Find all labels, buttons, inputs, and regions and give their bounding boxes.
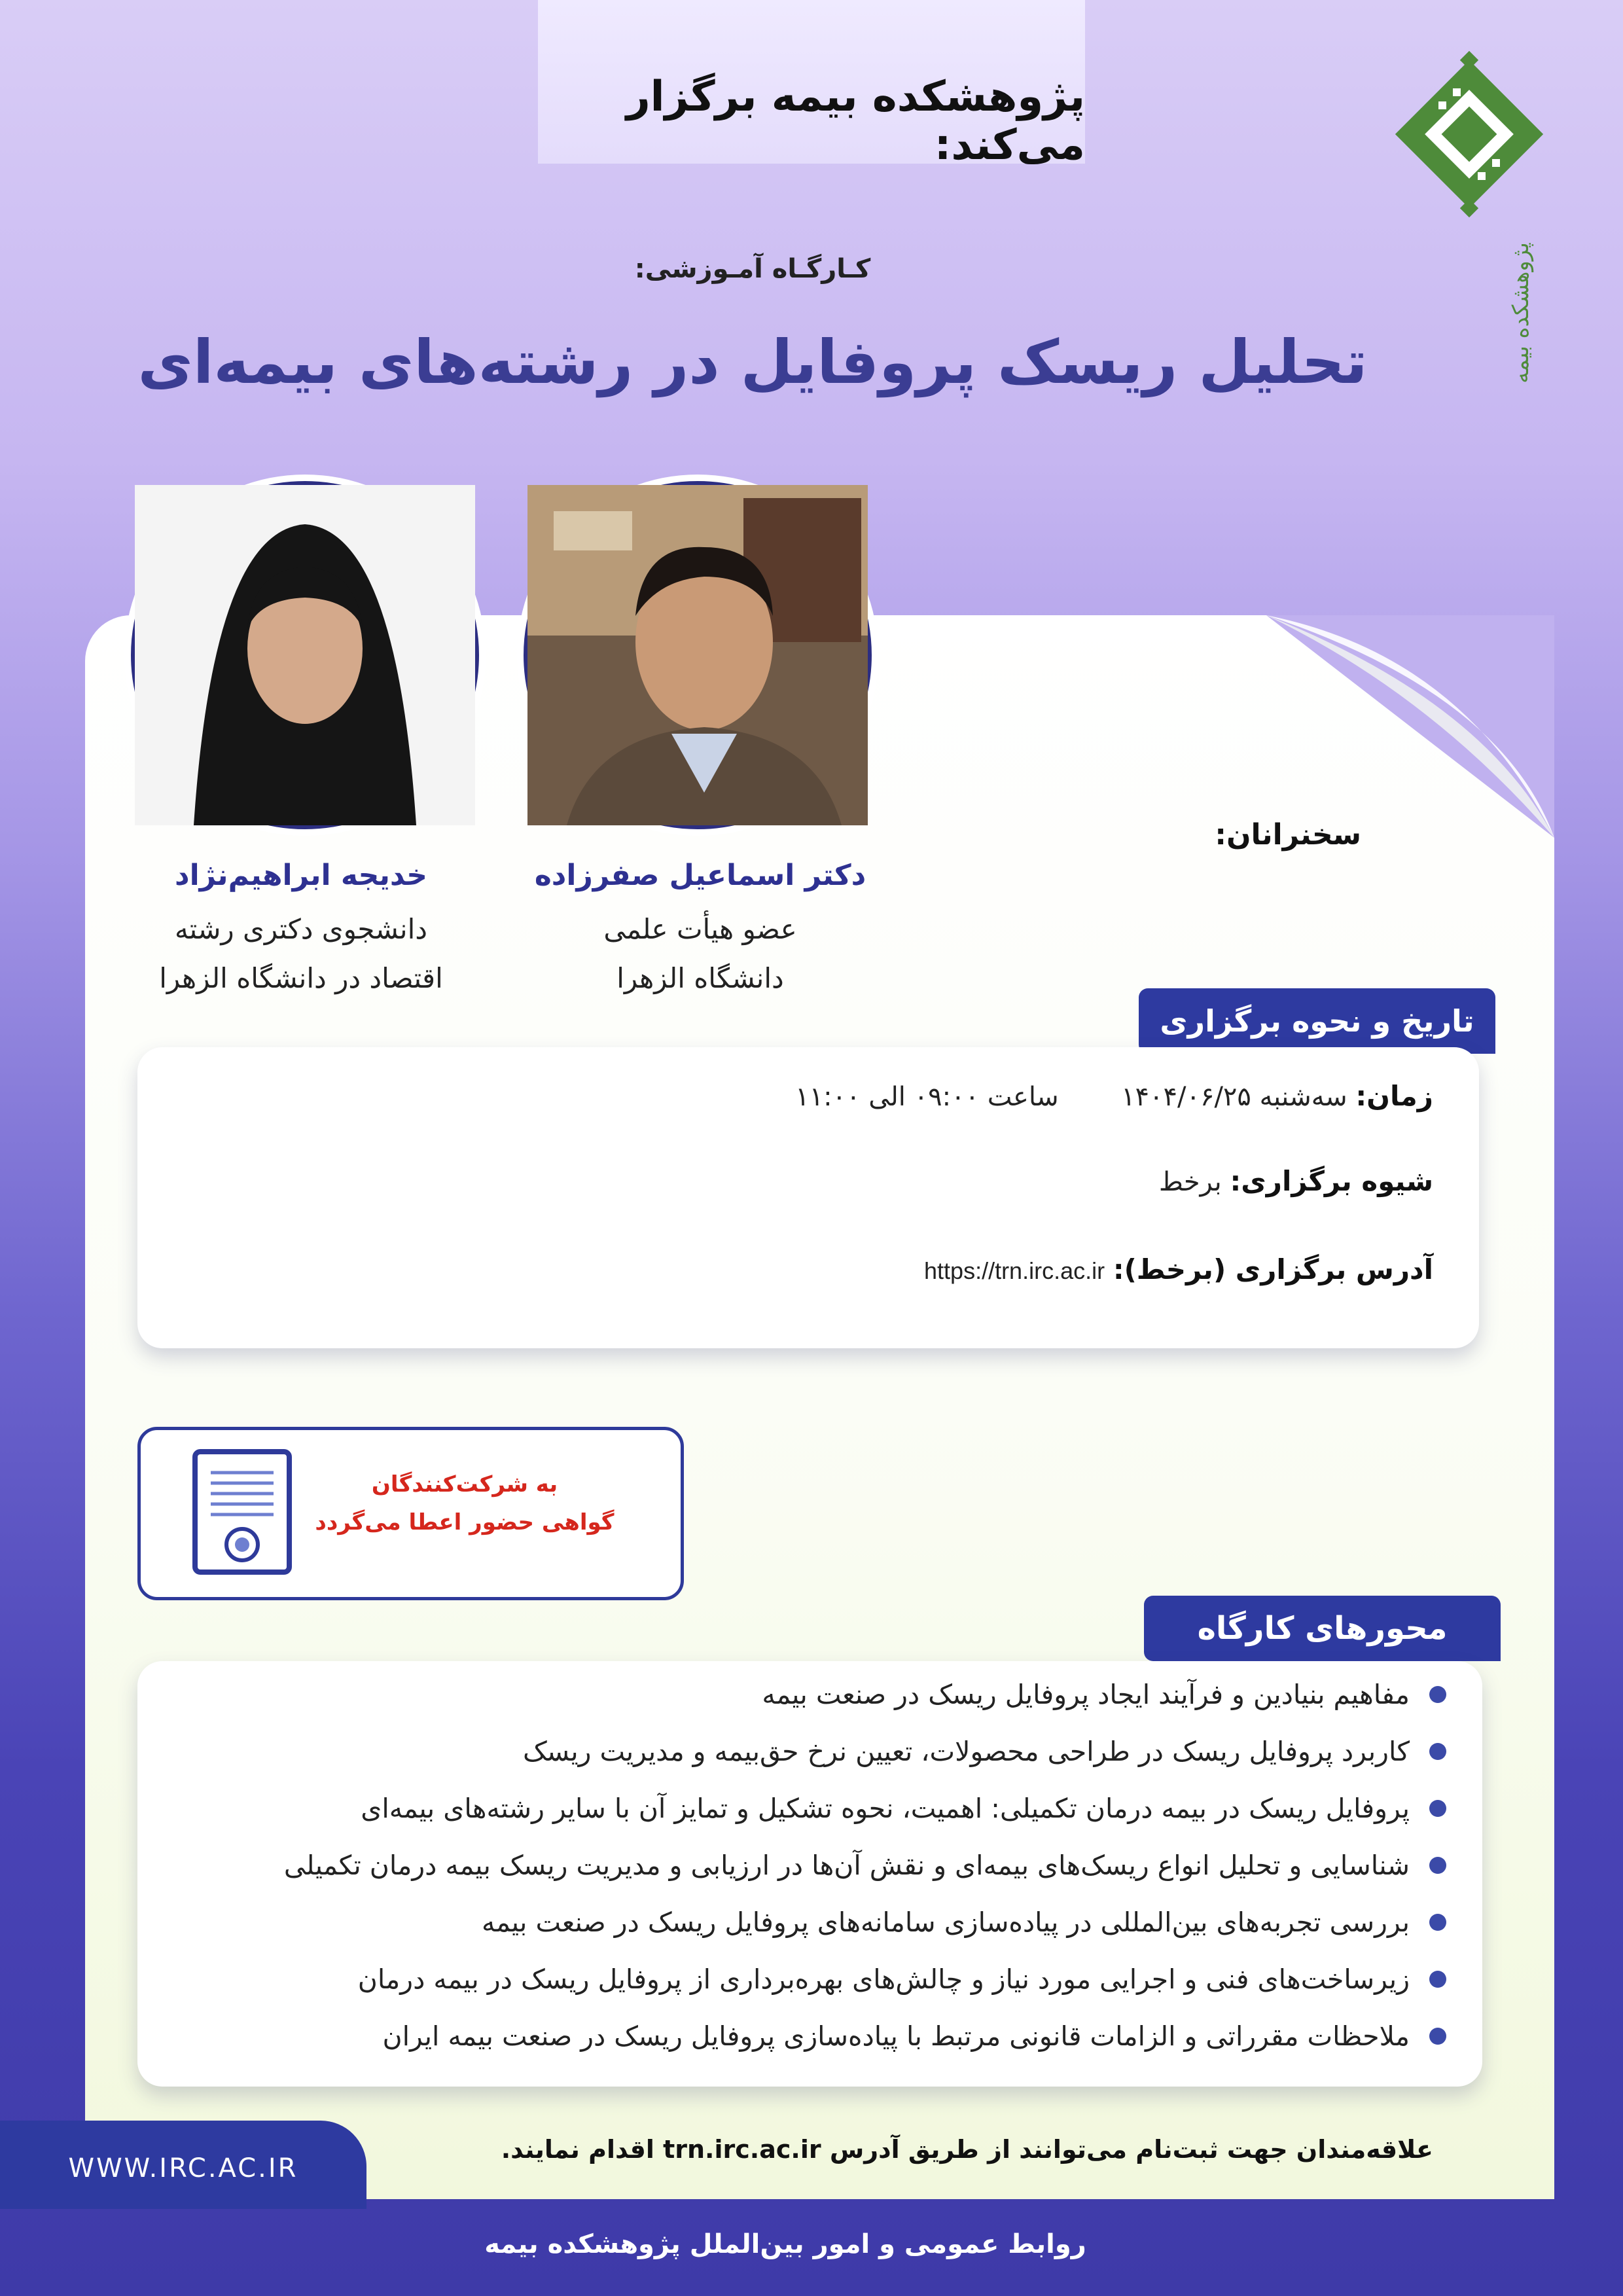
topic-item: زیرساخت‌های فنی و اجرایی مورد نیاز و چالش‌های بهره‌برداری از پروفایل ریسک در بیمه درمان: [358, 1964, 1446, 1995]
address-link[interactable]: https://trn.irc.ac.ir: [924, 1257, 1105, 1284]
topic-item: کاربرد پروفایل ریسک در طراحی محصولات، تعیین نرخ حق‌بیمه و مدیریت ریسک: [523, 1736, 1446, 1767]
topic-item: ملاحظات مقرراتی و الزامات قانونی مرتبط با پیاده‌سازی پروفایل ریسک در صنعت بیمه ایران: [382, 2020, 1446, 2052]
page-curl-decoration: [1266, 615, 1554, 838]
speaker-2-affiliation: اقتصاد در دانشگاه الزهرا: [159, 962, 443, 994]
footer-department: روابط عمومی و امور بین‌الملل پژوهشکده بیمه: [484, 2229, 1086, 2259]
logo-text: پژوهشکده بیمه: [1508, 242, 1534, 384]
speakers-label: سخنرانان:: [1215, 818, 1361, 852]
hours-value: ساعت ۰۹:۰۰ الی ۱۱:۰۰: [795, 1082, 1059, 1112]
time-label: زمان:: [1355, 1080, 1433, 1112]
topic-item: شناسایی و تحلیل انواع ریسک‌های بیمه‌ای و نقش آن‌ها در ارزیابی و مدیریت ریسک بیمه درمان تکمیلی: [284, 1850, 1446, 1881]
bullet-icon: [1429, 1800, 1446, 1817]
date-value: سه‌شنبه ۱۴۰۴/۰۶/۲۵: [1121, 1082, 1347, 1112]
speaker-1-name: دکتر اسماعیل صفرزاده: [534, 859, 866, 892]
speaker-photo-ebrahimnejad: [131, 481, 479, 829]
bullet-icon: [1429, 1743, 1446, 1760]
certificate-line-1: به شرکت‌کنندگان: [371, 1471, 558, 1498]
bullet-icon: [1429, 1857, 1446, 1874]
mode-label: شیوه برگزاری:: [1230, 1165, 1433, 1197]
topic-item: پروفایل ریسک در بیمه درمان تکمیلی: اهمیت، نحوه تشکیل و تمایز آن با سایر رشته‌های بیمه‌ای: [361, 1793, 1446, 1824]
page-title: تحلیل ریسک پروفایل در رشته‌های بیمه‌ای: [137, 327, 1368, 397]
website-link[interactable]: WWW.IRC.AC.IR: [68, 2153, 298, 2183]
topic-item: مفاهیم بنیادین و فرآیند ایجاد پروفایل ریسک در صنعت بیمه: [762, 1679, 1446, 1710]
speaker-2-name: خدیجه ابراهیم‌نژاد: [175, 859, 427, 892]
workshop-label: کـارگـاه آمـوزشی:: [634, 254, 871, 284]
time-row: [795, 1080, 1433, 1112]
speaker-photo-safarzadeh: [524, 481, 872, 829]
bullet-icon: [1429, 1686, 1446, 1703]
topic-item: بررسی تجربه‌های بین‌المللی در پیاده‌سازی سامانه‌های پروفایل ریسک در صنعت بیمه: [482, 1907, 1446, 1938]
certificate-line-2: گواهی حضور اعطا می‌گردد: [315, 1509, 615, 1535]
topics-tab: محورهای کارگاه: [1144, 1596, 1501, 1661]
speaker-1-affiliation: دانشگاه الزهرا: [616, 962, 784, 994]
mode-value: برخط: [1158, 1167, 1222, 1197]
address-row: [924, 1253, 1433, 1285]
organizer-heading: پژوهشکده بیمه برگزار می‌کند:: [626, 73, 1085, 170]
speaker-2-role: دانشجوی دکتری رشته: [175, 913, 427, 945]
bullet-icon: [1429, 1914, 1446, 1931]
bullet-icon: [1429, 1971, 1446, 1988]
institute-logo: [1387, 62, 1551, 384]
registration-note: علاقه‌مندان جهت ثبت‌نام می‌توانند از طریق آدرس trn.irc.ac.ir اقدام نمایند.: [501, 2135, 1433, 2164]
address-label: آدرس برگزاری (برخط):: [1113, 1253, 1433, 1285]
bullet-icon: [1429, 2028, 1446, 2045]
schedule-box: [137, 1047, 1479, 1348]
speaker-1-role: عضو هیأت علمی: [603, 913, 797, 945]
certificate-icon: [190, 1446, 294, 1577]
mode-row: [1159, 1165, 1433, 1197]
schedule-tab: تاریخ و نحوه برگزاری: [1139, 988, 1495, 1054]
